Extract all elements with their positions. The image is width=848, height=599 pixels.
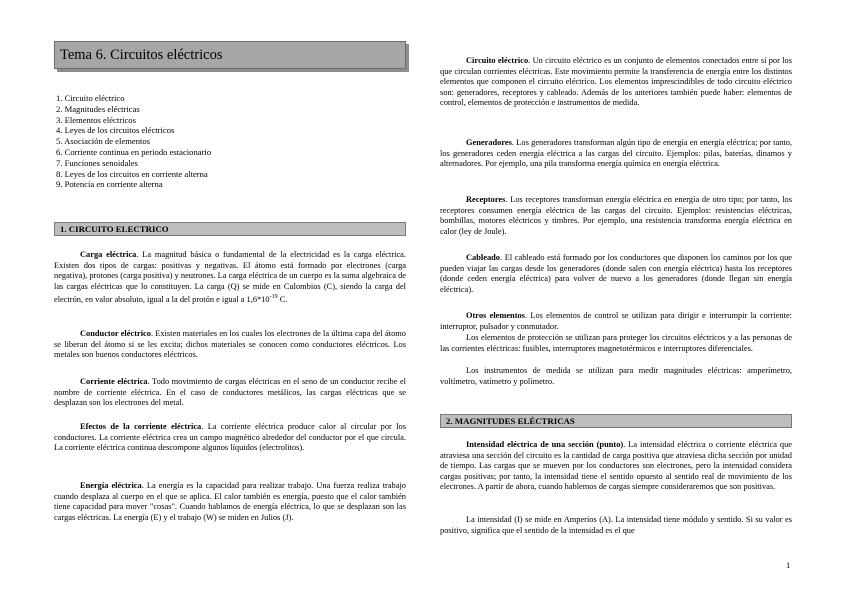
table-of-contents xyxy=(56,93,211,190)
section-2-heading: 2. MAGNITUDES ELÉCTRICAS xyxy=(440,414,792,428)
section-1-heading: 1. CIRCUITO ELECTRICO xyxy=(54,222,406,236)
text-carga: . La magnitud básica o fundamental de la electricidad es la carga eléctrica. Existen dos tipos de cargas: positivas y negativas. El átomo está formado por electrones (carga negativa), protones (carga positiva) y neutrones. La carga eléctrica de un cuerpo es la suma algebraica de las cargas eléctricas que lo constituyen. La carga (Q) se mide en Culombios (C), siendo la carga del electrón, en valor absoluto, igual a la del protón e igual a 1,6*10 xyxy=(54,250,406,305)
toc-item: 4. Leyes de los circuitos eléctricos xyxy=(56,125,175,136)
toc-item: 8. Leyes de los circuitos en corriente alterna xyxy=(56,168,208,179)
term-otros: Otros elementos xyxy=(466,311,525,320)
paragraph-carga xyxy=(54,250,406,306)
toc-item: 6. Corriente continua en periodo estacionario xyxy=(56,146,212,157)
paragraph-proteccion: Los elementos de protección se utilizan para proteger los circuitos eléctricos y a las personas de las corrientes eléctricas: fusibles, interruptores magnetotérmicos e interruptores diferenciales. xyxy=(440,333,792,353)
exponent: -19 xyxy=(269,294,278,301)
toc-item: 7. Funciones senoidales xyxy=(56,157,138,168)
text-corriente: . Todo movimiento de cargas eléctricas en el seno de un conductor recibe el nombre de corriente eléctrica. En el caso de conductores metálicos, las cargas eléctricas que se desplazan son los electrones del metal. xyxy=(54,377,406,408)
text-conductor: . Existen materiales en los cuales los electrones de la última capa del átomo se liberan del átomo si se les excita; dichos materiales se conocen como conductores eléctricos. Los metales son buenos conductores eléctricos. xyxy=(54,329,406,360)
toc-item: 9. Potencia en corriente alterna xyxy=(56,179,163,190)
term-cableado: Cableado xyxy=(466,253,500,262)
text-efectos: . La corriente eléctrica produce calor al circular por los conductores. La corriente eléctrica crea un campo magnético alrededor del conductor por el que circula. La corriente eléctrica continua descompone algunos líquidos (electrolitos). xyxy=(54,422,406,453)
paragraph-corriente xyxy=(54,377,406,409)
paragraph-energia xyxy=(54,481,406,523)
paragraph-otros xyxy=(440,311,792,332)
toc-item: 3. Elementos eléctricos xyxy=(56,114,136,125)
toc-item: 2. Magnitudes eléctricas xyxy=(56,103,140,114)
text-circuito: . Un circuito eléctrico es un conjunto de elementos conectados entre sí por los que circulan corrientes eléctricas. Este movimiento permite la transferencia de energía entre los distintos elementos que componen el circuito eléctrico. Los elementos imprescindibles de todo circuito eléctrico son: generadores, receptores y cableado. Además de los anteriores también puede haber: elementos de control, elementos de protección e instrumentos de medida. xyxy=(440,56,792,108)
page-title: Tema 6. Circuitos eléctricos xyxy=(60,47,223,63)
page-title-box xyxy=(54,41,406,69)
paragraph-cableado xyxy=(440,253,792,295)
paragraph-circuito xyxy=(440,56,792,109)
text-generadores: . Los generadores transforman algún tipo de energía en energía eléctrica; por tanto, los generadores ceden energía eléctrica a las cargas del circuito. Ejemplos: pilas, baterías, dinamos y alternadores. Por ejemplo, una pila transforma energía química en energía eléctrica. xyxy=(440,138,792,169)
toc-item: 1. Circuito eléctrico xyxy=(56,93,125,103)
text-carga-end: C. xyxy=(277,295,288,305)
paragraph-conductor xyxy=(54,329,406,361)
text-otros: . Los elementos de control se utilizan para dirigir e interrumpir la corriente: interruptor, pulsador y conmutador. xyxy=(440,311,792,331)
toc-item: 5. Asociación de elementos xyxy=(56,136,151,147)
term-carga: Carga eléctrica xyxy=(80,250,137,259)
text-intensidad: . La intensidad eléctrica o corriente eléctrica que atraviesa una sección del circuito es la cantidad de carga positiva que atraviesa dicha sección por unidad de tiempo. Las cargas que se mueven por los conductores son electrones, pero la intensidad considera cargas positivas; por tanto, la intensidad tiene el sentido opuesto al sentido real de movimiento de los electrones. A partir de ahora, cuando hablemos de cargas siempre consideraremos que son positivas. xyxy=(440,440,793,492)
term-generadores: Generadores xyxy=(466,138,512,147)
term-efectos: Efectos de la corriente eléctrica xyxy=(80,422,202,431)
term-corriente: Corriente eléctrica xyxy=(80,377,148,386)
paragraph-intensidad xyxy=(440,440,792,493)
page-number: 1 xyxy=(786,560,791,570)
term-conductor: Conductor eléctrico xyxy=(80,329,151,338)
paragraph-medida: Los instrumentos de medida se utilizan para medir magnitudes eléctricas: amperímetro, voltímetro, vatímetro y polímetro. xyxy=(440,366,792,386)
term-energia: Energía eléctrica xyxy=(80,481,142,490)
paragraph-intensidad-2: La intensidad (I) se mide en Amperios (A). La intensidad tiene módulo y sentido. Si su valor es positivo, significa que el sentido de la intensidad es el que xyxy=(440,515,792,535)
paragraph-receptores xyxy=(440,195,792,237)
text-cableado: . El cableado está formado por los conductores que disponen los caminos por los que pueden viajar las cargas desde los generadores (donde salen con energía eléctrica) hasta los receptores (donde ceden energía eléctrica) para volver de nuevo a los generadores (donde llegan sin energía eléctrica). xyxy=(440,253,792,294)
term-circuito: Circuito eléctrico xyxy=(466,56,529,65)
paragraph-efectos xyxy=(54,422,406,454)
paragraph-generadores xyxy=(440,138,792,170)
text-energia: . La energía es la capacidad para realizar trabajo. Una fuerza realiza trabajo cuando desplaza al cuerpo en el que se aplica. El calor también es energía, puesto que el calor también tiene capacidad para mover "cosas". Cuando hablamos de energía eléctrica, lo que se desplazan son las cargas eléctricas. La energía (E) y el trabajo (W) se miden en Julios (J). xyxy=(54,481,406,522)
term-intensidad: Intensidad eléctrica de una sección (punto) xyxy=(466,440,624,449)
term-receptores: Receptores xyxy=(466,195,506,204)
text-receptores: . Los receptores transforman energía eléctrica en energía de otro tipo; por tanto, los receptores consumen energía eléctrica de las cargas del circuito. Ejemplos: resistencias eléctricas, bombillas, motores eléctricos y timbres. Por ejemplo, una resistencia transforma energía eléctrica en calor (ley de Joule). xyxy=(440,195,792,236)
